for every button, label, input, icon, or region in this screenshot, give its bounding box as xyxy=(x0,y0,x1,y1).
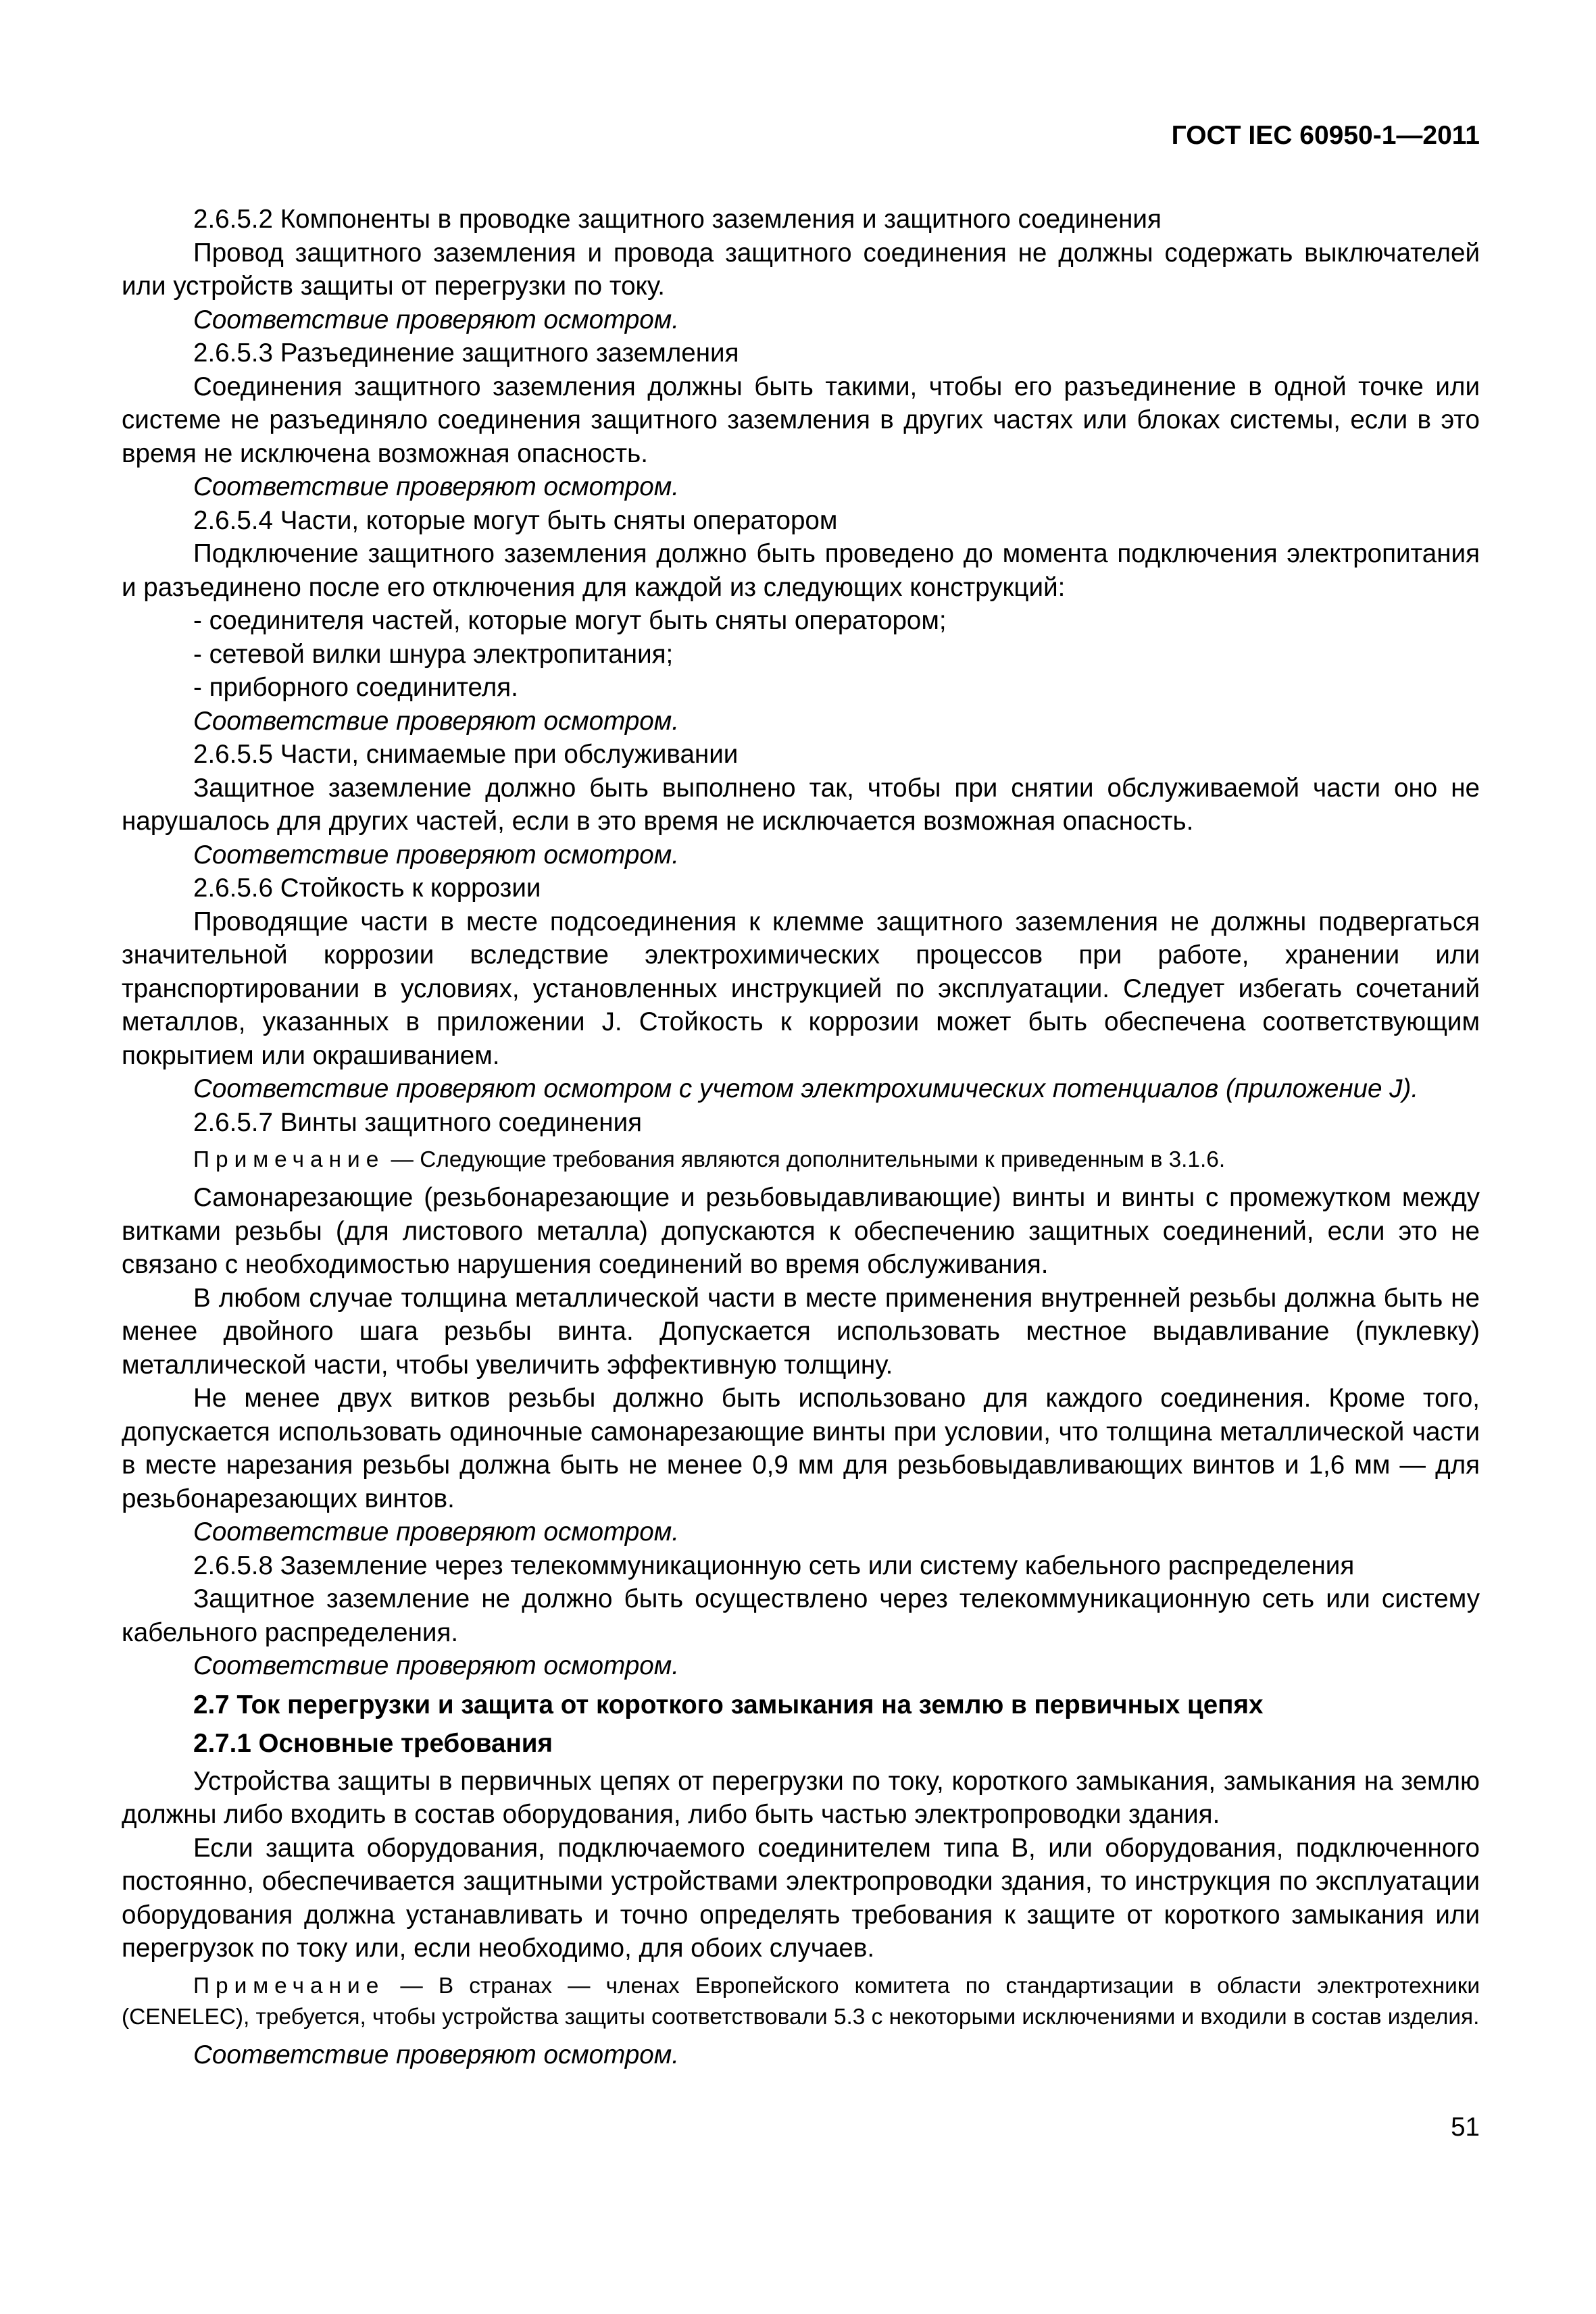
note-paragraph xyxy=(122,1145,1480,1176)
body-paragraph: 2.6.5.8 Заземление через телекоммуникационную сеть или систему кабельного распределения xyxy=(193,1551,1355,1580)
body-paragraph: В любом случае толщина металлической части в месте применения внутренней резьбы должна быть не менее двойного шага резьбы винта. Допускается использовать местное выдавливание (пуклевку) металлической части, чтобы увеличить эффективную толщину. xyxy=(122,1283,1480,1380)
body-paragraph: Защитное заземление не должно быть осуществлено через телекоммуникационную сеть или систему кабельного распределения. xyxy=(122,1584,1480,1647)
body-paragraph: - сетевой вилки шнура электропитания; xyxy=(193,639,674,669)
body-paragraph: 2.6.5.7 Винты защитного соединения xyxy=(193,1107,643,1137)
body-paragraph: Защитное заземление должно быть выполнено так, чтобы при снятии обслуживаемой части оно не нарушалось для других частей, если в это время не исключается возможная опасность. xyxy=(122,773,1480,836)
body-paragraph: Провод защитного заземления и провода защитного соединения не должны содержать выключателей или устройств защиты от перегрузки по току. xyxy=(122,238,1480,301)
body-paragraph: Соединения защитного заземления должны быть такими, чтобы его разъединение в одной точке или системе не разъединяло соединения защитного заземления в других частях или блоках системы, если в это время не исключена возможная опасность. xyxy=(122,372,1480,468)
body-paragraph: 2.6.5.6 Стойкость к коррозии xyxy=(193,874,541,903)
note-paragraph xyxy=(122,1971,1480,2033)
document-page xyxy=(122,120,1480,2174)
document-body xyxy=(122,203,1480,2071)
note-text: — В странах — членах Европейского комитета по стандартизации в области электротехники (CENELEC), требуется, чтобы устройства защиты соответствовали 5.3 с некоторыми исключениями и входили в состав изделия. xyxy=(122,1973,1480,2030)
compliance-check-paragraph: Соответствие проверяют осмотром. xyxy=(193,1517,679,1546)
body-paragraph: Если защита оборудования, подключаемого соединителем типа B, или оборудования, подключенного постоянно, обеспечивается защитными устройствами электропроводки здания, то инструкция по эксплуатации оборудования должна устанавливать и точно определять требования к защите от короткого замыкания или перегрузок по току или, если необходимо, для обоих случаев. xyxy=(122,1833,1480,1963)
note-label: Примечание xyxy=(193,1973,385,1998)
body-paragraph: 2.6.5.5 Части, снимаемые при обслуживании xyxy=(193,740,739,769)
compliance-check-paragraph: Соответствие проверяют осмотром. xyxy=(193,840,679,870)
compliance-check-paragraph: Соответствие проверяют осмотром. xyxy=(193,1651,679,1680)
body-paragraph: 2.6.5.4 Части, которые могут быть сняты оператором xyxy=(193,505,838,535)
body-paragraph: Самонарезающие (резьбонарезающие и резьбовыдавливающие) винты и винты с промежутком между витками резьбы (для листового металла) допускаются к обеспечению защитных соединений, если это не связано с необходимостью нарушения соединений во время обслуживания. xyxy=(122,1183,1480,1279)
compliance-check-paragraph: Соответствие проверяют осмотром. xyxy=(193,2040,679,2069)
compliance-check-paragraph: Соответствие проверяют осмотром. xyxy=(193,472,679,501)
section-heading: 2.7 Ток перегрузки и защита от короткого замыкания на землю в первичных цепях xyxy=(193,1690,1264,1719)
note-text: — Следующие требования являются дополнительными к приведенным в 3.1.6. xyxy=(384,1147,1226,1172)
body-paragraph: 2.6.5.3 Разъединение защитного заземления xyxy=(193,338,739,368)
body-paragraph: Устройства защиты в первичных цепях от перегрузки по току, короткого замыкания, замыкания на землю должны либо входить в состав оборудования, либо быть частью электропроводки здания. xyxy=(122,1766,1480,1829)
body-paragraph: 2.6.5.2 Компоненты в проводке защитного заземления и защитного соединения xyxy=(193,205,1162,234)
body-paragraph: - приборного соединителя. xyxy=(193,673,518,702)
body-paragraph: Не менее двух витков резьбы должно быть использовано для каждого соединения. Кроме того, допускается использовать одиночные самонарезающие винты при условии, что толщина металлической части в месте нарезания резьбы должна быть не менее 0,9 мм для резьбовыдавливающих винтов и 1,6 мм — для резьбонарезающих винтов. xyxy=(122,1384,1480,1513)
compliance-check-paragraph: Соответствие проверяют осмотром. xyxy=(193,706,679,736)
body-paragraph: - соединителя частей, которые могут быть сняты оператором; xyxy=(193,606,947,635)
section-heading: 2.7.1 Основные требования xyxy=(193,1729,553,1758)
page-number: 51 xyxy=(1451,2113,1480,2142)
compliance-check-paragraph: Соответствие проверяют осмотром. xyxy=(193,305,679,334)
body-paragraph: Подключение защитного заземления должно быть проведено до момента подключения электропитания и разъединено после его отключения для каждой из следующих конструкций: xyxy=(122,539,1480,602)
compliance-check-paragraph: Соответствие проверяют осмотром с учетом электрохимических потенциалов (приложение J). xyxy=(193,1074,1419,1103)
body-paragraph: Проводящие части в месте подсоединения к клемме защитного заземления не должны подвергаться значительной коррозии вследствие электрохимических процессов при работе, хранении или транспортировании в условиях, установленных инструкцией по эксплуатации. Следует избегать сочетаний металлов, указанных в приложении J. Стойкость к коррозии может быть обеспечена соответствующим покрытием или окрашиванием. xyxy=(122,907,1480,1070)
standard-header: ГОСТ IEC 60950-1—2011 xyxy=(1171,121,1480,150)
note-label: Примечание xyxy=(193,1147,385,1172)
